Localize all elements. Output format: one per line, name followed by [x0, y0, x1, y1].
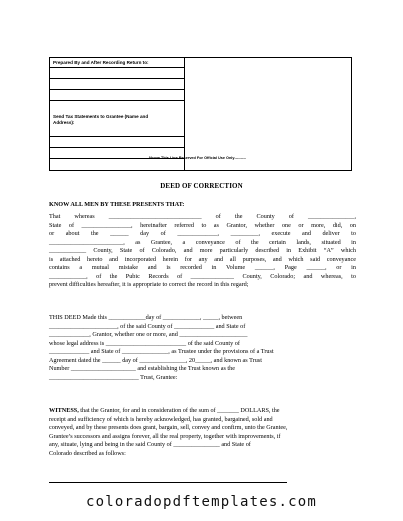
paragraph-line: ______________________, of the said County of _____________ and State of — [49, 322, 246, 330]
paragraph-line: THIS DEED Made this ____________day of ____________, _____, between — [49, 314, 243, 321]
paragraph-line: _____________ and State of _______________, as Trustee under the provisions of a Trust — [49, 348, 274, 355]
witness-lead: WITNESS, — [49, 407, 79, 414]
official-use-panel — [184, 58, 351, 170]
recording-line — [50, 78, 184, 79]
paragraph-line: is attached hereto and incorporated herein for any and all purposes, and which said conveyance — [49, 255, 356, 263]
know-all-men-heading: KNOW ALL MEN BY THESE PRESENTS THAT: — [49, 201, 185, 208]
whereas-paragraph — [49, 213, 356, 290]
paragraph-line: or about the ______ day of _____________, _________, execute and deliver to — [49, 230, 356, 237]
paragraph-line: contains a mutual mistake and is recorded in Volume ______, Page ______, or in — [49, 264, 356, 271]
paragraph-line — [49, 407, 349, 416]
paragraph-line: prevent difficulties hereafter, it is appropriate to correct the record in this regard; — [49, 281, 249, 288]
paragraph-line: any, situate, lying and being in the said County of _______________ and State of — [49, 441, 251, 448]
paragraph-line: ____________, of the Pubic Records of ______________ County, Colorado; and whereas, to — [49, 272, 356, 280]
this-deed-paragraph — [49, 314, 339, 382]
reserved-line-text: ---------Above This Line Reserved For Official Use Only--------- — [137, 156, 246, 160]
paragraph-line: That whereas ______________________________ of the County of _______________, — [49, 213, 356, 220]
paragraph-line: whose legal address is __________________________ of the said County of — [49, 339, 240, 347]
footer-watermark: coloradopdftemplates.com — [85, 494, 318, 510]
recording-left-panel — [50, 58, 185, 170]
paragraph-line: receipt and sufficiency of which is hereby acknowledged, has granted, bargained, sold and — [49, 415, 273, 423]
tax-line — [50, 147, 184, 148]
paragraph-line: _____________________________ Trust, Grantee: — [49, 373, 178, 381]
tax-line — [50, 136, 184, 137]
paragraph-line: ________________________, as Grantee, a conveyance of the certain lands, situated in — [49, 238, 356, 246]
paragraph-line: Grantee’s successors and assigns forever, all the real property, together with improvements, if — [49, 432, 281, 440]
paragraph-line: Number _____________________ and establishing the Trust known as the — [49, 365, 235, 372]
tax-statements-label: Send Tax Statements to Grantee (Name and Address): — [53, 114, 149, 125]
recording-line — [50, 100, 184, 101]
paragraph-line: conveyed, and by these presents does grant, bargain, sell, convey and confirm, unto the Grantee, — [49, 424, 288, 431]
recording-divider — [50, 67, 184, 68]
paragraph-line: _____________, Grantor, whether one or more, and ______________________ — [49, 331, 248, 338]
paragraph-line: Agreement dated the ______ day of _______________, 20_____, and known as Trust — [49, 356, 262, 364]
witness-text: that the Grantor, for and in consideration of the sum of _______ DOLLARS, the — [78, 407, 280, 414]
witness-paragraph — [49, 407, 349, 458]
paragraph-line: State of ________________, hereinafter referred to as Grantor, whether one or more, did, on — [49, 221, 356, 229]
prepared-by-label: Prepared By and After Recording Return to: — [53, 60, 149, 65]
paragraph-line: Colorado described as follows: — [49, 449, 126, 457]
recording-box — [49, 57, 352, 171]
paragraph-line: ____________ County, State of Colorado, and more particularly described in Exhibit “A” which — [49, 247, 356, 254]
recording-line — [50, 89, 184, 90]
description-rule — [49, 482, 287, 483]
document-title: DEED OF CORRECTION — [160, 182, 243, 190]
